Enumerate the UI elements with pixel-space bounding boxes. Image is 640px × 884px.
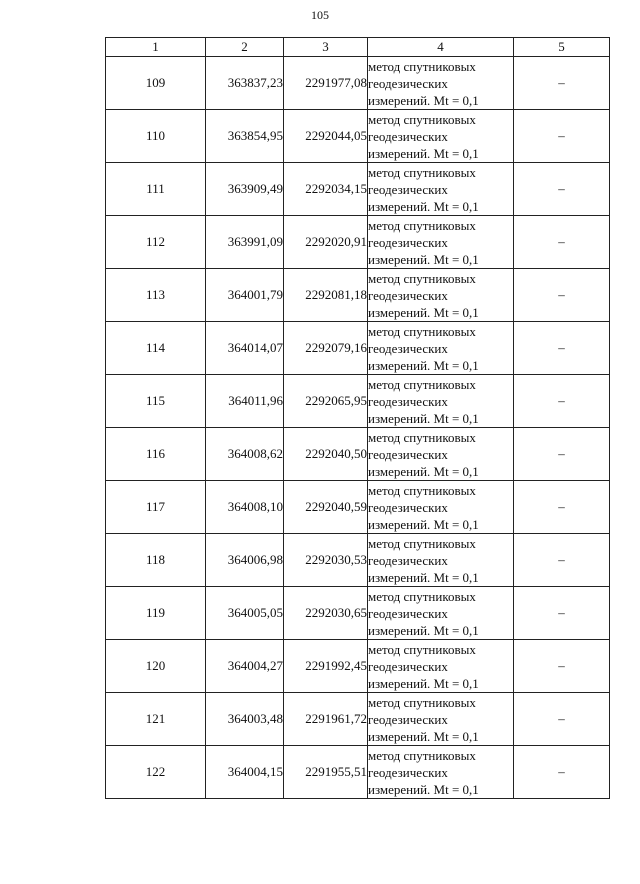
y-coordinate-cell: 2291992,45 — [284, 640, 368, 693]
note-cell: – — [514, 57, 610, 110]
note-cell: – — [514, 746, 610, 799]
method-line: геодезических — [368, 764, 448, 780]
x-coordinate-cell: 363837,23 — [206, 57, 284, 110]
method-line: измерений. Mt = 0,1 — [368, 675, 479, 691]
note-cell: – — [514, 587, 610, 640]
method-line: геодезических — [368, 128, 448, 144]
method-line: измерений. Mt = 0,1 — [368, 357, 479, 373]
method-cell — [368, 693, 514, 746]
note-cell: – — [514, 534, 610, 587]
method-line: измерений. Mt = 0,1 — [368, 251, 479, 267]
table-row — [106, 693, 610, 746]
point-number-cell: 120 — [106, 640, 206, 693]
table-body — [106, 57, 610, 799]
note-cell: – — [514, 216, 610, 269]
method-line: метод спутниковых — [368, 694, 476, 710]
y-coordinate-cell: 2292079,16 — [284, 322, 368, 375]
method-line: измерений. Mt = 0,1 — [368, 569, 479, 585]
method-cell — [368, 57, 514, 110]
note-cell: – — [514, 322, 610, 375]
x-coordinate-cell: 363854,95 — [206, 110, 284, 163]
method-line: геодезических — [368, 552, 448, 568]
table-row — [106, 587, 610, 640]
x-coordinate-cell: 364011,96 — [206, 375, 284, 428]
point-number-cell: 111 — [106, 163, 206, 216]
table-row — [106, 375, 610, 428]
x-coordinate-cell: 364008,62 — [206, 428, 284, 481]
table-row — [106, 269, 610, 322]
x-coordinate-cell: 363991,09 — [206, 216, 284, 269]
y-coordinate-cell: 2292030,65 — [284, 587, 368, 640]
point-number-cell: 119 — [106, 587, 206, 640]
method-line: измерений. Mt = 0,1 — [368, 410, 479, 426]
method-line: метод спутниковых — [368, 270, 476, 286]
method-cell — [368, 481, 514, 534]
x-coordinate-cell: 364004,27 — [206, 640, 284, 693]
method-line: измерений. Mt = 0,1 — [368, 463, 479, 479]
method-line: метод спутниковых — [368, 376, 476, 392]
page-number: 105 — [311, 8, 329, 22]
x-coordinate-cell: 364001,79 — [206, 269, 284, 322]
table-row — [106, 57, 610, 110]
y-coordinate-cell: 2292044,05 — [284, 110, 368, 163]
table-row — [106, 640, 610, 693]
method-cell — [368, 428, 514, 481]
method-line: измерений. Mt = 0,1 — [368, 622, 479, 638]
method-line: метод спутниковых — [368, 535, 476, 551]
table-row — [106, 322, 610, 375]
method-line: метод спутниковых — [368, 58, 476, 74]
table-row — [106, 481, 610, 534]
method-line: геодезических — [368, 234, 448, 250]
y-coordinate-cell: 2292081,18 — [284, 269, 368, 322]
point-number-cell: 115 — [106, 375, 206, 428]
header-col-3: 3 — [284, 38, 368, 57]
method-line: метод спутниковых — [368, 641, 476, 657]
note-cell: – — [514, 693, 610, 746]
method-line: геодезических — [368, 287, 448, 303]
point-number-cell: 117 — [106, 481, 206, 534]
method-cell — [368, 375, 514, 428]
point-number-cell: 110 — [106, 110, 206, 163]
method-line: метод спутниковых — [368, 588, 476, 604]
method-line: геодезических — [368, 181, 448, 197]
method-cell — [368, 163, 514, 216]
method-line: геодезических — [368, 75, 448, 91]
note-cell: – — [514, 269, 610, 322]
method-cell — [368, 534, 514, 587]
x-coordinate-cell: 364008,10 — [206, 481, 284, 534]
header-col-2: 2 — [206, 38, 284, 57]
method-cell — [368, 322, 514, 375]
header-row — [106, 38, 610, 57]
method-line: метод спутниковых — [368, 429, 476, 445]
note-cell: – — [514, 428, 610, 481]
point-number-cell: 118 — [106, 534, 206, 587]
method-line: метод спутниковых — [368, 323, 476, 339]
note-cell: – — [514, 375, 610, 428]
table-row — [106, 746, 610, 799]
point-number-cell: 121 — [106, 693, 206, 746]
note-cell: – — [514, 163, 610, 216]
method-cell — [368, 587, 514, 640]
method-line: метод спутниковых — [368, 164, 476, 180]
table-row — [106, 534, 610, 587]
point-number-cell: 109 — [106, 57, 206, 110]
x-coordinate-cell: 364003,48 — [206, 693, 284, 746]
method-line: геодезических — [368, 393, 448, 409]
note-cell: – — [514, 481, 610, 534]
note-cell: – — [514, 640, 610, 693]
y-coordinate-cell: 2292040,50 — [284, 428, 368, 481]
x-coordinate-cell: 364004,15 — [206, 746, 284, 799]
y-coordinate-cell: 2292065,95 — [284, 375, 368, 428]
y-coordinate-cell: 2291955,51 — [284, 746, 368, 799]
method-line: метод спутниковых — [368, 217, 476, 233]
table-header — [106, 38, 610, 57]
method-line: геодезических — [368, 499, 448, 515]
x-coordinate-cell: 364005,05 — [206, 587, 284, 640]
method-cell — [368, 640, 514, 693]
method-line: метод спутниковых — [368, 111, 476, 127]
method-cell — [368, 110, 514, 163]
y-coordinate-cell: 2291977,08 — [284, 57, 368, 110]
table-row — [106, 428, 610, 481]
point-number-cell: 116 — [106, 428, 206, 481]
method-line: метод спутниковых — [368, 482, 476, 498]
table-row — [106, 110, 610, 163]
method-cell — [368, 216, 514, 269]
coordinates-table — [105, 37, 610, 799]
method-line: измерений. Mt = 0,1 — [368, 145, 479, 161]
method-cell — [368, 746, 514, 799]
table-row — [106, 163, 610, 216]
header-col-1: 1 — [106, 38, 206, 57]
header-col-4: 4 — [368, 38, 514, 57]
method-line: измерений. Mt = 0,1 — [368, 728, 479, 744]
x-coordinate-cell: 364014,07 — [206, 322, 284, 375]
table-row — [106, 216, 610, 269]
method-line: геодезических — [368, 658, 448, 674]
x-coordinate-cell: 363909,49 — [206, 163, 284, 216]
y-coordinate-cell: 2292020,91 — [284, 216, 368, 269]
method-line: метод спутниковых — [368, 747, 476, 763]
header-col-5: 5 — [514, 38, 610, 57]
method-line: измерений. Mt = 0,1 — [368, 516, 479, 532]
method-line: геодезических — [368, 605, 448, 621]
method-line: геодезических — [368, 340, 448, 356]
x-coordinate-cell: 364006,98 — [206, 534, 284, 587]
point-number-cell: 113 — [106, 269, 206, 322]
point-number-cell: 112 — [106, 216, 206, 269]
method-line: измерений. Mt = 0,1 — [368, 304, 479, 320]
y-coordinate-cell: 2292034,15 — [284, 163, 368, 216]
y-coordinate-cell: 2292040,59 — [284, 481, 368, 534]
y-coordinate-cell: 2291961,72 — [284, 693, 368, 746]
point-number-cell: 114 — [106, 322, 206, 375]
method-line: геодезических — [368, 446, 448, 462]
note-cell: – — [514, 110, 610, 163]
point-number-cell: 122 — [106, 746, 206, 799]
method-line: измерений. Mt = 0,1 — [368, 198, 479, 214]
method-line: геодезических — [368, 711, 448, 727]
method-cell — [368, 269, 514, 322]
method-line: измерений. Mt = 0,1 — [368, 781, 479, 797]
method-line: измерений. Mt = 0,1 — [368, 92, 479, 108]
y-coordinate-cell: 2292030,53 — [284, 534, 368, 587]
